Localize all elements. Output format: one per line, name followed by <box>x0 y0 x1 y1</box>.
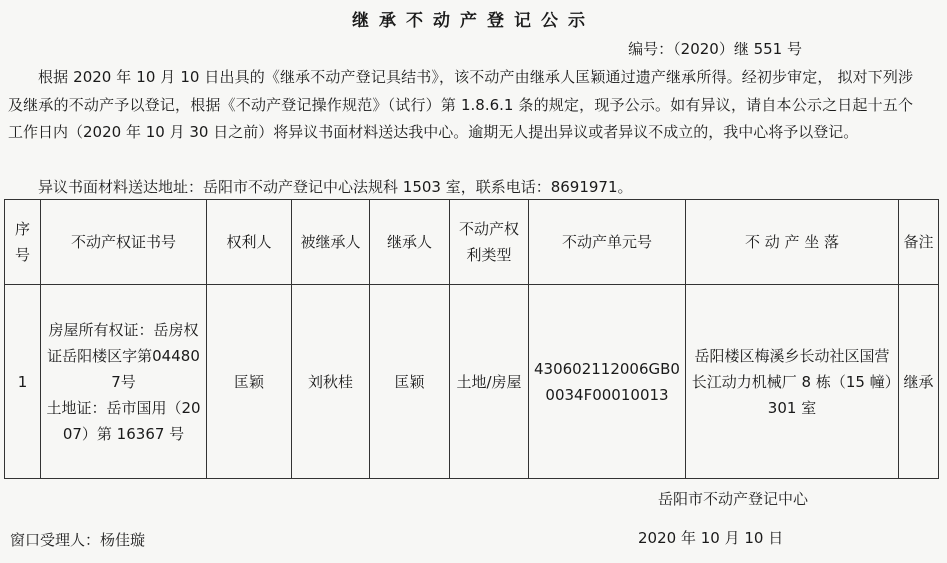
notice-body: 根据 2020 年 10 月 10 日出具的《继承不动产登记具结书》，该不动产由继承人匡颖通过遗产继承所得。经初步审定， 拟对下列涉及继承的不动产予以登记，根据《不动产登记操作规范》（试行）第 1.8.6.1 条的规定，现予公示。如有异议，请自本公示之日起十五个工作日内（2020 年 10 月 30 日之前）将异议书面材料送达我中心。逾期无人提出异议或者异议不成立的，我中心将予以登记。 <box>8 68 913 141</box>
house-cert: 房屋所有权证：岳房权证岳阳楼区字第044807号 <box>47 320 200 391</box>
header-owner: 权利人 <box>207 200 292 285</box>
header-unit-no: 不动产单元号 <box>529 200 686 285</box>
issuing-organization: 岳阳市不动产登记中心 <box>658 490 809 508</box>
header-right-type: 不动产权利类型 <box>450 200 529 285</box>
property-table <box>4 199 939 479</box>
notice-title: 继承不动产登记公示 <box>352 11 595 31</box>
header-location: 不 动 产 坐 落 <box>686 200 899 285</box>
table-row <box>5 285 939 479</box>
header-remark: 备注 <box>899 200 939 285</box>
cell-decedent: 刘秋桂 <box>292 285 370 479</box>
cell-unit-no: 430602112006GB00034F00010013 <box>529 285 686 479</box>
cell-seq: 1 <box>5 285 41 479</box>
header-decedent: 被继承人 <box>292 200 370 285</box>
cell-cert <box>41 285 207 479</box>
cell-location: 岳阳楼区梅溪乡长动社区国营长江动力机械厂 8 栋（15 幢）301 室 <box>686 285 899 479</box>
header-seq: 序号 <box>5 200 41 285</box>
issue-date: 2020 年 10 月 10 日 <box>638 529 784 547</box>
cell-heir: 匡颖 <box>370 285 450 479</box>
cell-owner: 匡颖 <box>207 285 292 479</box>
document-number: 编号：（2020）继 551 号 <box>628 40 802 58</box>
header-cert: 不动产权证书号 <box>41 200 207 285</box>
window-clerk: 窗口受理人：杨佳璇 <box>10 531 146 549</box>
objection-address: 异议书面材料送达地址：岳阳市不动产登记中心法规科 1503 室，联系电话：8691971。 <box>38 178 633 196</box>
table-header-row <box>5 200 939 285</box>
header-heir: 继承人 <box>370 200 450 285</box>
cell-remark: 继承 <box>899 285 939 479</box>
land-cert: 土地证：岳市国用（2007）第 16367 号 <box>46 398 201 443</box>
cell-right-type: 土地/房屋 <box>450 285 529 479</box>
